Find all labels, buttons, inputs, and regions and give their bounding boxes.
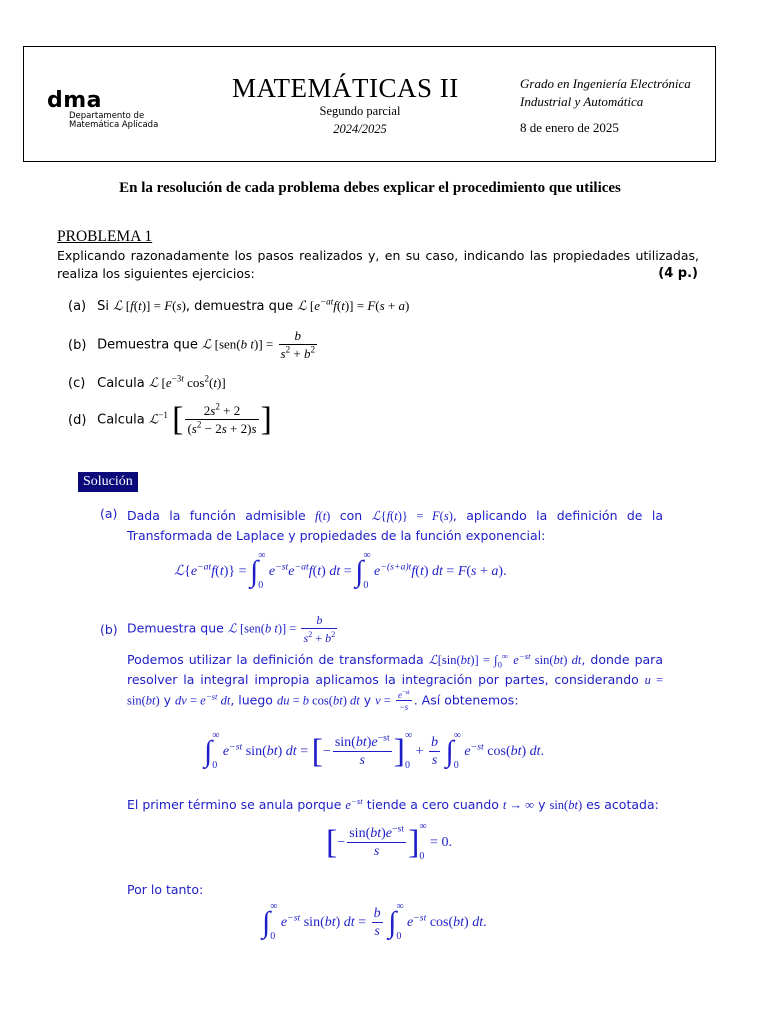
solution-b-label: (b): [100, 622, 118, 637]
text-run: Podemos utilizar la definición de transformada: [127, 652, 424, 667]
logo-department-name: Matemática Aplicada: [69, 120, 159, 130]
solution-a-label: (a): [100, 506, 118, 521]
exercise-text: Calcula: [97, 412, 145, 428]
dma-logo: [47, 90, 158, 130]
degree-line-2: Industrial y Automática: [520, 94, 644, 109]
math-fraction: $\frac{\sin(bt)e^{-st}}{s}$: [349, 823, 405, 859]
equation-b-result: ∫ ∞ 0 $e^{-st}$ sin(bt) dt = $\frac{b}{s}$ ∫ ∞ 0 $e^{-st}$ cos(bt) dt.: [262, 901, 487, 942]
math-fraction: $\frac{b}{s}$: [373, 906, 381, 939]
text-run: , aplicando la definición de la Transformada de Laplace y propiedades de la función exponencial:: [127, 508, 664, 543]
text-run: , luego: [230, 692, 273, 708]
text-run: El primer término se anula porque: [127, 797, 342, 812]
problem-title: PROBLEMA 1: [57, 228, 153, 245]
text-run: con: [339, 508, 363, 523]
solution-b-paragraph-1: Podemos utilizar la definición de transformada ℒ[sin(bt)] = $\int_0^\infty$ $e^{-st}$ sin(bt) dt, donde para resolver la integral impropia aplicamos la integración por partes, considerando u = sin(bt) y dv = $e^{-st}$ dt, luego du = b cos(bt) dt y v = $\frac{e^{-st}}{-s}$ . Así obtenemos:: [127, 650, 663, 712]
equation-b-limit: [− $\frac{\sin(bt)e^{-st}}{s}$ ] ∞ 0 = 0.: [326, 821, 452, 862]
exercise-text: Calcula: [97, 376, 145, 391]
math-fraction: $\frac{b}{s}$: [431, 735, 439, 768]
exercise-label: (d): [68, 412, 87, 428]
exercise-c: (c) Calcula ℒ [$e^{-3t}$ $\cos^2(t)$]: [68, 373, 226, 391]
text-run: es acotada:: [586, 797, 659, 812]
exercise-label: (a): [68, 299, 87, 314]
solution-a-text: Dada la función admisible f(t) con ℒ{f(t)} = F(s), aplicando la definición de la Transformada de Laplace y propiedades de la función exponencial:: [127, 508, 664, 543]
math-fraction: $\frac{b}{s^2 + b^2}$: [280, 328, 315, 361]
math-expression: ℒ: [113, 298, 123, 313]
solution-badge: Solución: [78, 472, 138, 492]
equation-b-parts: ∫ ∞ 0 $e^{-st}$ sin(bt) dt = [− $\frac{\sin(bt)e^{-st}}{s}$ ] ∞ 0 + $\frac{b}{s}$ ∫ ∞ 0 $e^{-st}$ cos(bt) dt.: [204, 730, 545, 771]
problem-points: (4 p.): [658, 266, 698, 281]
degree-line-1: Grado en Ingeniería Electrónica: [520, 76, 691, 91]
text-run: , donde para resolver la integral impropia aplicamos la integración por partes, considerando: [127, 652, 663, 687]
exam-date: 8 de enero de 2025: [520, 120, 619, 135]
exercise-text: Demuestra que: [97, 337, 198, 353]
instructions: En la resolución de cada problema debes explicar el procedimiento que utilices: [119, 180, 621, 196]
equation-a: $ℒ\{e^{-at}f(t)\}$ = ∫ ∞ 0 $e^{-st}e^{-at}f(t)$ dt = ∫ ∞ 0 $e^{-(s+a)t}f(t)$ dt = F(s + a).: [174, 550, 507, 591]
exercise-label: (b): [68, 337, 87, 353]
logo-department-line: Departamento de: [69, 111, 145, 121]
solution-b-paragraph-3: Por lo tanto:: [127, 882, 204, 897]
math-fraction: $\frac{2s^2 + 2}{(s^2 - 2s + 2)s}$: [187, 401, 257, 436]
exercise-a: (a) Si ℒ [f(t)] = F(s), demuestra que ℒ $[e^{-at}f(t)] = F(s + a)$: [68, 296, 410, 314]
math-fraction: $\frac{e^{-st}}{-s}$: [397, 689, 410, 712]
math-fraction: $\frac{\sin(bt)e^{-st}}{s}$: [334, 732, 390, 768]
text-run: y: [163, 692, 172, 708]
text-run: Demuestra que: [127, 620, 224, 636]
math-fraction: $\frac{b}{s^2 + b^2}$: [303, 613, 336, 645]
exercise-label: (c): [68, 376, 86, 391]
course-title: MATEMÁTICAS II: [232, 73, 459, 103]
exam-name: Segundo parcial: [319, 104, 401, 118]
problem-intro: Explicando razonadamente los pasos realizados y, en su caso, indicando las propiedades utilizadas, realiza los siguientes ejercicios:: [57, 248, 699, 281]
text-run: y: [538, 797, 546, 812]
exercise-text: Si: [97, 299, 110, 314]
exercise-d: (d) Calcula ℒ$^{-1}$ [ $\frac{2s^2 + 2}{(s^2 - 2s + 2)s}$ ]: [68, 401, 272, 438]
exercise-b: (b) Demuestra que ℒ [sen(b t)] = $\frac{b}{s^2 + b^2}$: [68, 328, 315, 361]
academic-year: 2024/2025: [333, 122, 387, 136]
exercise-text: , demuestra que: [185, 299, 294, 314]
solution-b-paragraph-2: El primer término se anula porque $e^{-st}$ tiende a cero cuando t → ∞ y sin(bt) es acotada:: [127, 795, 659, 812]
text-run: . Así obtenemos:: [413, 692, 519, 708]
text-run: Dada la función admisible: [127, 508, 306, 523]
logo-mark: dma: [47, 88, 103, 113]
solution-b-heading: Demuestra que ℒ [sen(b t)] = $\frac{b}{s^2 + b^2}$: [127, 613, 336, 645]
text-run: tiende a cero cuando: [366, 797, 499, 812]
text-run: y: [363, 692, 372, 708]
